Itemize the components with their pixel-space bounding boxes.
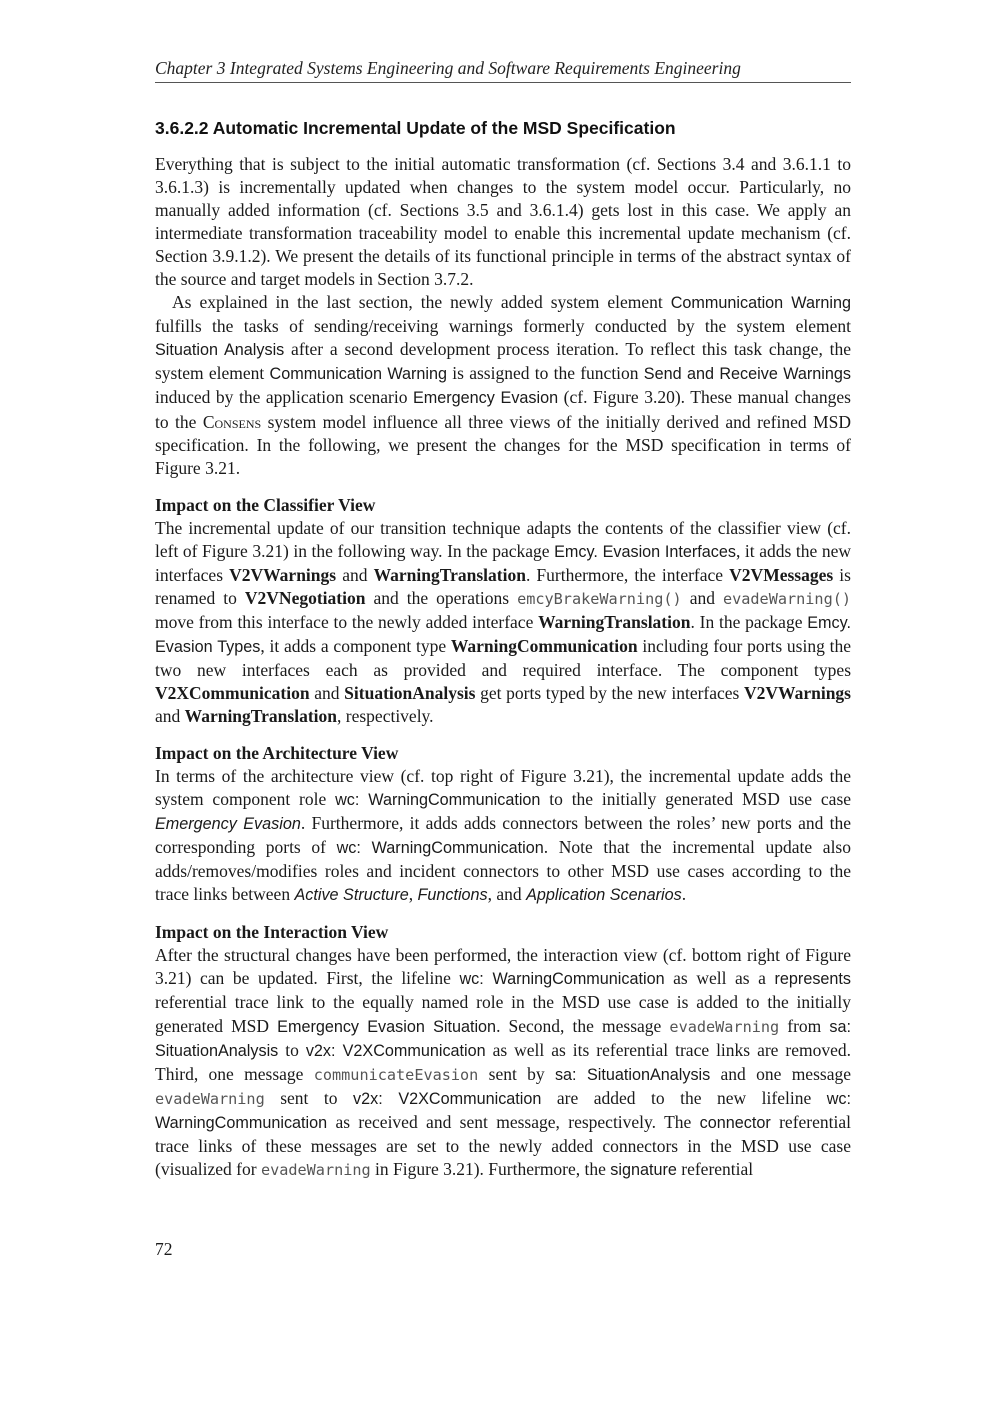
interface-name: V2VWarnings <box>744 682 851 703</box>
component-type-name: V2XCommunication <box>155 682 310 703</box>
package-name: Emcy. Evasion Interfaces <box>554 542 736 561</box>
model-element: Communication Warning <box>670 294 851 313</box>
paragraph-intro: Everything that is subject to the initial automatic transformation (cf. Sections 3.4 and 3.6.1.1 to 3.6.1.3) is incrementally updated when changes to the system model occur. Particularly, no manually added information (cf. Sections 3.5 and 3.6.1.4) gets lost in this case. We apply an intermediate transformation traceability model to enable this incremental update mechanism (cf. Section 3.9.1.2). We present the details of its functional principle in terms of the abstract syntax of the source and target models in Section 3.7.2. <box>155 154 851 290</box>
message-name: communicateEvasion <box>313 1065 479 1084</box>
interface-name: WarningTranslation <box>184 706 338 727</box>
trace-link-type: represents <box>774 970 852 989</box>
message-name: evadeWarning <box>260 1160 371 1179</box>
model-partition-name: Functions <box>417 886 488 905</box>
body-content <box>155 116 851 1182</box>
running-header: Chapter 3 Integrated Systems Engineering and Software Requirements Engineering <box>155 58 851 83</box>
paragraph-architecture-view: In terms of the architecture view (cf. top right of Figure 3.21), the incremental update adds the system component role wc: WarningCommunication to the initially generated MSD use case Emergency Evasion. Furthermore, it adds adds connectors between the roles’ new ports and the corresponding ports of wc: WarningCommunication. Note that the incremental update also adds/removes/modifies roles and incident connectors to other MSD use cases according to the trace links between Active Structure, Functions, and Application Scenarios. <box>155 766 852 905</box>
heading-interaction-view: Impact on the Interaction View <box>155 922 389 943</box>
message-name: evadeWarning <box>155 1089 265 1108</box>
interface-name: WarningTranslation <box>538 611 691 632</box>
interface-name: V2VNegotiation <box>244 587 366 608</box>
model-element: Send and Receive Warnings <box>643 365 851 384</box>
lifeline-name: sa: SituationAnalysis <box>155 1017 851 1060</box>
operation-name: emcyBrakeWarning() <box>517 589 682 608</box>
trace-link-type: signature <box>610 1160 677 1179</box>
paragraph-task-change: As explained in the last section, the newly added system element Communication Warning fulfills the tasks of sending/receiving warnings formerly conducted by the system element Situation Analysis after a second development process iteration. To reflect this task change, the system element Communication Warning is assigned to the function Send and Receive Warnings induced by the application scenario Emergency Evasion (cf. Figure 3.20). These manual changes to the Consens system model influence all three views of the initially derived and refined MSD specification. In the following, we present the changes for the MSD specification in terms of Figure 3.21. <box>155 292 851 478</box>
role-name: wc: WarningCommunication <box>335 791 541 810</box>
section-title: 3.6.2.2 Automatic Incremental Update of the MSD Specification <box>155 118 676 138</box>
component-type-name: SituationAnalysis <box>344 682 476 703</box>
operation-name: evadeWarning() <box>722 589 851 608</box>
msd-name: Emergency Evasion Situation <box>277 1017 497 1036</box>
lifeline-name: v2x: V2XCommunication <box>305 1041 486 1060</box>
model-partition-name: Active Structure <box>294 886 409 905</box>
interface-name: V2VWarnings <box>229 564 337 585</box>
interface-name: WarningTranslation <box>373 564 526 585</box>
tool-name: Consens <box>202 411 262 432</box>
model-element: Situation Analysis <box>155 341 285 360</box>
lifeline-name: v2x: V2XCommunication <box>353 1089 542 1108</box>
lifeline-name: sa: SituationAnalysis <box>554 1065 711 1084</box>
model-element: Communication Warning <box>269 365 448 384</box>
component-type-name: WarningCommunication <box>450 635 638 656</box>
use-case-name: Emergency Evasion <box>155 815 301 834</box>
model-element: Emergency Evasion <box>413 389 559 408</box>
package-name: Emcy. Evasion Types <box>155 613 852 656</box>
message-name: evadeWarning <box>669 1017 780 1036</box>
paragraph-interaction-view: After the structural changes have been performed, the interaction view (cf. bottom right of Figure 3.21) can be updated. First, the lifeline wc: WarningCommunication as well as a represents referential trace link to the equally named role in the MSD use case is added to the initially generated MSD Emergency Evasion Situation. Second, the message evadeWarning from sa: SituationAnalysis to v2x: V2XCommunication as well as its referential trace links are removed. Third, one message communicateEvasion sent by sa: SituationAnalysis and one message evadeWarning sent to v2x: V2XCommunication are added to the new lifeline wc: WarningCommunication as received and sent message, respectively. The connector referential trace links of these messages are set to the newly added connectors in the MSD use case (visualized for evadeWarning in Figure 3.21). Furthermore, the signature referential <box>155 945 852 1179</box>
page-number: 72 <box>155 1239 173 1259</box>
heading-architecture-view: Impact on the Architecture View <box>155 743 399 764</box>
role-name: wc: WarningCommunication <box>336 839 544 858</box>
trace-link-type: connector <box>699 1113 771 1132</box>
interface-name: V2VMessages <box>729 564 834 585</box>
lifeline-name: wc: WarningCommunication <box>459 970 665 989</box>
model-partition-name: Application Scenarios <box>526 886 682 905</box>
heading-classifier-view: Impact on the Classifier View <box>155 494 376 515</box>
paragraph-classifier-view: The incremental update of our transition technique adapts the contents of the classifier view (cf. left of Figure 3.21) in the following way. In the package Emcy. Evasion Interfaces, it adds the new interfaces V2VWarnings and WarningTranslation. Furthermore, the interface V2VMessages is renamed to V2VNegotiation and the operations emcyBrakeWarning() and evadeWarning() move from this interface to the newly added interface WarningTranslation. In the package Emcy. Evasion Types, it adds a component type WarningCommunication including four ports using the two new interfaces each as provided and required interface. The component types V2XCommunication and SituationAnalysis get ports typed by the new interfaces V2VWarnings and WarningTranslation, respectively. <box>155 517 852 727</box>
lifeline-name: wc: WarningCommunication <box>155 1089 852 1132</box>
